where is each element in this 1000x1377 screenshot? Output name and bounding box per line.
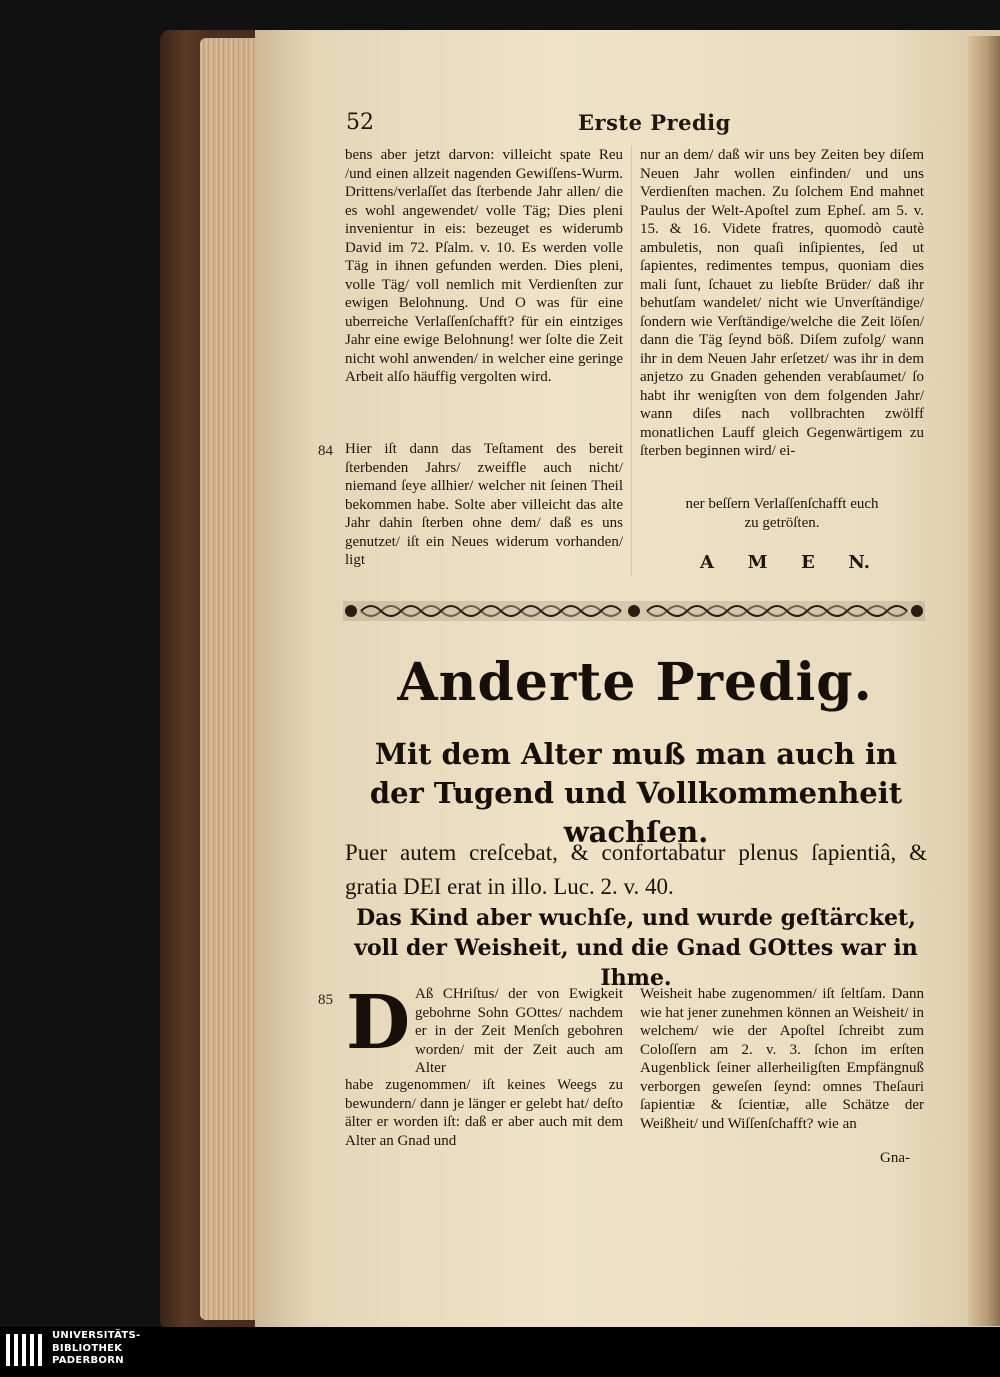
library-name-line: BIBLIOTHEK — [52, 1342, 123, 1354]
amen-letter: E — [801, 552, 815, 573]
left-column-top — [345, 146, 623, 387]
paragraph-number: 85 — [318, 992, 333, 1008]
body-text: Weisheit habe zugenommen/ iſt ſeltſam. Dann wie hat jener zunehmen können an Weisheit/ in welchem/ wie der Apoſtel ſchreibt zum Coloſſern am 2. v. 3. ſchon im erſten Augenblick ſeiner allerheiligſten Empfängnuß verborgen geweſen ſeynd: omnes Theſauri ſapientiæ & ſcientiæ, alle Schätze der Weißheit/ und Wiſſenſchafft? wie an — [640, 986, 924, 1132]
amen-letter: A — [700, 552, 714, 573]
amen-letter: N. — [848, 552, 870, 573]
body-text: habe zugenommen/ iſt keines Weegs zu bewundern/ dann je länger er gelebt hat/ deſto älter er worden iſt: daß er aber auch mit dem Alter an Gnad und — [345, 1077, 623, 1149]
decorated-initial: D — [346, 980, 411, 1066]
german-verse: Das Kind aber wuchſe, und wurde geſtärcket, voll der Weisheit, und die Gnad GOttes war in Ihme. — [354, 905, 918, 991]
body-text: Hier iſt dann das Teſtament des bereit ſterbenden Jahrs/ zweiffle auch nicht/ niemand ſeye allhier/ welcher nit ſeinen Theil bekommen habe. Solte aber villeicht das alte Jahr dahin ſterben ohne dem/ daß es uns genutzet/ iſt ein Neues widerum vorhanden/ ligt — [345, 441, 623, 568]
right-column-top — [640, 146, 924, 461]
amen — [700, 552, 870, 573]
paragraph-84 — [345, 440, 623, 570]
library-logo-icon — [4, 1330, 46, 1370]
paragraph-number: 84 — [318, 443, 333, 459]
page-fore-edge — [968, 36, 1000, 1326]
running-head: Erste Predig — [578, 110, 731, 135]
page-number: 52 — [346, 110, 374, 135]
sermon-theme: Mit dem Alter muß man auch in der Tugend und Vollkommenheit wachſen. — [369, 737, 903, 849]
catchword: Gna- — [880, 1150, 910, 1166]
body-text: bens aber jetzt darvon: villeicht spate Reu /und einen allzeit nagenden Gewiſſens-Wurm. Drittens/verlaſſet das ſterbende Jahr allen/ die es wohl angewendet/ volle Täg; Dies pleni invenientur in eis: bezeuget es widerumb David im 72. Pſalm. v. 10. Es werden volle Täg in ihnen gefunden werden. Dies pleni, volle Täg/ voll nemlich mit Verdienſten zur ewigen Belohnung. Und O was für eine uberreiche Verlaſſenſchafft? für ein eintziges Jahr eine ewige Belohnung! wer ſolte die Zeit nicht wohl anwenden/ in welcher eine geringe Arbeit alſo häuffig vergolten wird. — [345, 147, 623, 385]
library-name-line: UNIVERSITÄTS- — [52, 1330, 141, 1341]
body-text: Aß CHriſtus/ der von Ewigkeit gebohrne Sohn GOttes/ nachdem er in der Zeit Menſch gebohren worden/ mit der Zeit auch am Alter — [415, 986, 623, 1076]
closing-lines — [640, 495, 924, 532]
paragraph-85-right — [640, 985, 924, 1133]
paragraph-85-left-top — [415, 985, 623, 1078]
paragraph-85-left-bottom — [345, 1076, 623, 1150]
ornamental-divider — [343, 598, 925, 624]
latin-verse: Puer autem creſcebat, & confortabatur plenus ſapientiâ, & gratia DEI erat in illo. Luc. 2. v. 40. — [345, 840, 927, 899]
body-text: nur an dem/ daß wir uns bey Zeiten bey diſem Neuen Jahr wollen einfinden/ und uns Verdienſten machen. Zu ſolchem End mahnet Paulus der Welt-Apoſtel zum Epheſ. am 5. v. 15. & 16. Videte fratres, quomodò cautè ambuletis, non quaſi inſipientes, ſed ut ſapientes, redimentes tempus, quoniam dies mali ſunt, ſchauet zu liebſte Brüder/ daß ihr behutſam wandelet/ nicht wie Unverſtändige/ſondern wie Verſtändige/welche die Zeit löſen/ dann die Täg ſeynd böß. Diſem zufolg/ wann ihr in dem Neuen Jahr erſetzet/ was ihr in dem anjetzo zu Gnaden gehenden verabſaumet/ ſo habt ihr wenigſten von dem folgenden Jahr/ wann diſes nach vollbrachten zwölff monatlichen Lauff gleich Gegenwärtigem zu ſterben beginnen wird/ ei- — [640, 147, 924, 459]
closing-line: zu getröſten. — [744, 514, 820, 531]
page-header — [340, 110, 940, 140]
amen-letter: M — [747, 552, 768, 573]
sermon-title: Anderte Predig. — [397, 652, 873, 713]
library-name — [52, 1330, 252, 1368]
column-divider — [631, 146, 632, 576]
page-edges — [200, 38, 260, 1320]
closing-line: ner beſſern Verlaſſenſchafft euch — [685, 496, 879, 512]
library-name-line: PADERBORN — [52, 1355, 124, 1366]
